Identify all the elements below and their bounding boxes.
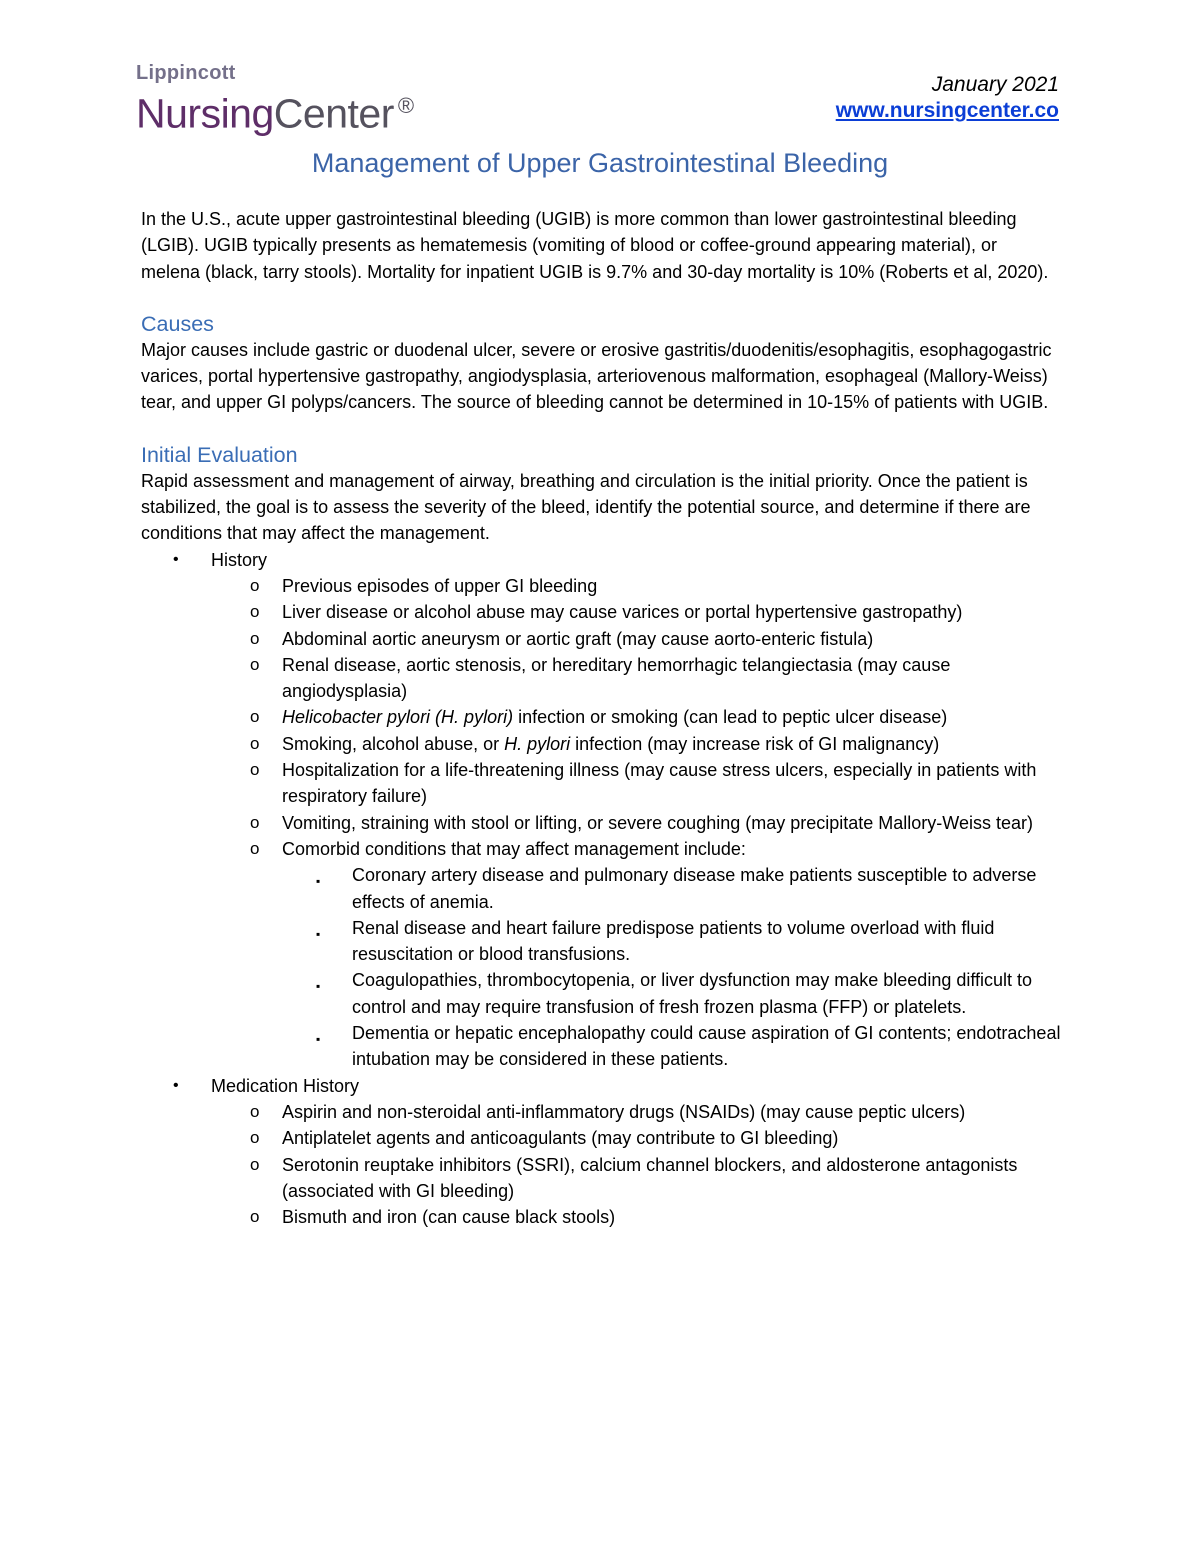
list-item: o Liver disease or alcohol abuse may cause varices or portal hypertensive gastropathy)	[211, 599, 1061, 625]
circle-bullet-icon: o	[250, 1128, 260, 1148]
history-item	[141, 547, 1061, 1073]
list-item: o Serotonin reuptake inhibitors (SSRI), calcium channel blockers, and aldosterone antagonists (associated with GI bleeding)	[211, 1152, 1061, 1205]
page-title: Management of Upper Gastrointestinal Bleeding	[311, 148, 889, 178]
list-item: o Smoking, alcohol abuse, or H. pylori infection (may increase risk of GI malignancy)	[211, 731, 1061, 757]
logo-nursingcenter-text: NursingCenter ®	[136, 90, 414, 137]
list-item: ▪ Renal disease and heart failure predispose patients to volume overload with fluid resuscitation or blood transfusions.	[316, 917, 995, 965]
website-link[interactable]: www.nursingcenter.co	[835, 99, 1059, 122]
circle-bullet-icon: o	[250, 1154, 260, 1174]
history-sublist	[141, 573, 1061, 1073]
list-item: ▪ Coronary artery disease and pulmonary disease make patients susceptible to adverse effects of anemia.	[316, 865, 1037, 912]
comorbid-sublist	[211, 862, 1061, 1072]
history-label: History	[211, 549, 268, 570]
circle-bullet-icon: o	[250, 760, 260, 780]
medication-history-label: Medication History	[211, 1075, 360, 1096]
square-bullet-icon: ▪	[316, 1032, 321, 1047]
list-item: o Renal disease, aortic stenosis, or hereditary hemorrhagic telangiectasia (may cause angiodysplasia)	[211, 652, 1061, 705]
evaluation-list	[141, 547, 1061, 1231]
circle-bullet-icon: o	[250, 733, 260, 753]
header-meta	[836, 72, 1059, 124]
comorbid-item: o Comorbid conditions that may affect management include: ▪ Coronary artery disease and pulmonary disease make patients susceptible to adverse effects of anemia. ▪ Renal disease and heart failure predispose patients to volume overload with fluid resuscitation or blood transfusions. ▪ Coagulopathies, thrombocytopenia, or liver dysfunction may make bleeding difficult to control and may require transfusion of fresh frozen plasma (FFP) or platelets. ▪ Dementia or hepatic encephalopathy could cause aspiration of GI contents; endotracheal intubation may be considered in these patients.	[211, 836, 1061, 1073]
list-item: o Antiplatelet agents and anticoagulants (may contribute to GI bleeding)	[211, 1125, 1061, 1151]
circle-bullet-icon: o	[250, 1101, 260, 1121]
list-item: o Helicobacter pylori (H. pylori) infection or smoking (can lead to peptic ulcer disease)	[211, 704, 1061, 730]
list-item: o Hospitalization for a life-threatening illness (may cause stress ulcers, especially in patients with respiratory failure)	[211, 757, 1061, 810]
list-item: ▪ Coagulopathies, thrombocytopenia, or liver dysfunction may make bleeding difficult to control and may require transfusion of fresh frozen plasma (FFP) or platelets.	[316, 970, 1033, 1017]
circle-bullet-icon: o	[250, 812, 260, 832]
circle-bullet-icon: o	[250, 707, 260, 727]
list-item: o Abdominal aortic aneurysm or aortic graft (may cause aorto-enteric fistula)	[211, 626, 1061, 652]
list-item: o Aspirin and non-steroidal anti-inflammatory drugs (NSAIDs) (may cause peptic ulcers)	[211, 1099, 1061, 1125]
medication-sublist	[141, 1099, 1061, 1230]
circle-bullet-icon: o	[250, 575, 260, 595]
publication-date: January 2021	[931, 73, 1059, 96]
circle-bullet-icon: o	[250, 838, 260, 858]
square-bullet-icon: ▪	[316, 926, 321, 941]
circle-bullet-icon: o	[250, 602, 260, 622]
causes-heading: Causes	[141, 311, 214, 336]
circle-bullet-icon: o	[250, 654, 260, 674]
square-bullet-icon: ▪	[316, 979, 321, 994]
list-item: o Vomiting, straining with stool or lifting, or severe coughing (may precipitate Mallory-Weiss tear)	[211, 810, 1061, 836]
causes-paragraph: Major causes include gastric or duodenal ulcer, severe or erosive gastritis/duodenitis/esophagitis, esophagogastric varices, portal hypertensive gastropathy, angiodysplasia, arteriovenous malformation, esophageal (Mallory-Weiss) tear, and upper GI polyps/cancers. The source of bleeding cannot be determined in 10-15% of patients with UGIB.	[141, 339, 1052, 413]
lippincott-nursingcenter-logo	[136, 62, 414, 136]
medication-history-item	[141, 1073, 1061, 1231]
list-item: ▪ Dementia or hepatic encephalopathy could cause aspiration of GI contents; endotracheal intubation may be considered in these patients.	[316, 1023, 1061, 1070]
circle-bullet-icon: o	[250, 1207, 260, 1227]
initial-evaluation-paragraph: Rapid assessment and management of airway, breathing and circulation is the initial priority. Once the patient is stabilized, the goal is to assess the severity of the bleed, identify the potential source, and determine if there are conditions that may affect the management.	[141, 470, 1031, 544]
square-bullet-icon: ▪	[316, 874, 321, 889]
circle-bullet-icon: o	[250, 628, 260, 648]
list-item: o Previous episodes of upper GI bleeding	[211, 573, 1061, 599]
intro-paragraph: In the U.S., acute upper gastrointestinal bleeding (UGIB) is more common than lower gastrointestinal bleeding (LGIB). UGIB typically presents as hematemesis (vomiting of blood or coffee-ground appearing material), or melena (black, tarry stools). Mortality for inpatient UGIB is 9.7% and 30-day mortality is 10% (Roberts et al, 2020).	[141, 209, 1049, 282]
logo-lippincott-text: Lippincott	[136, 62, 236, 84]
initial-evaluation-heading: Initial Evaluation	[141, 442, 298, 467]
bullet-icon: •	[173, 550, 179, 568]
document-body	[141, 206, 1061, 1230]
list-item: o Bismuth and iron (can cause black stools)	[211, 1204, 1061, 1230]
bullet-icon: •	[173, 1076, 179, 1094]
